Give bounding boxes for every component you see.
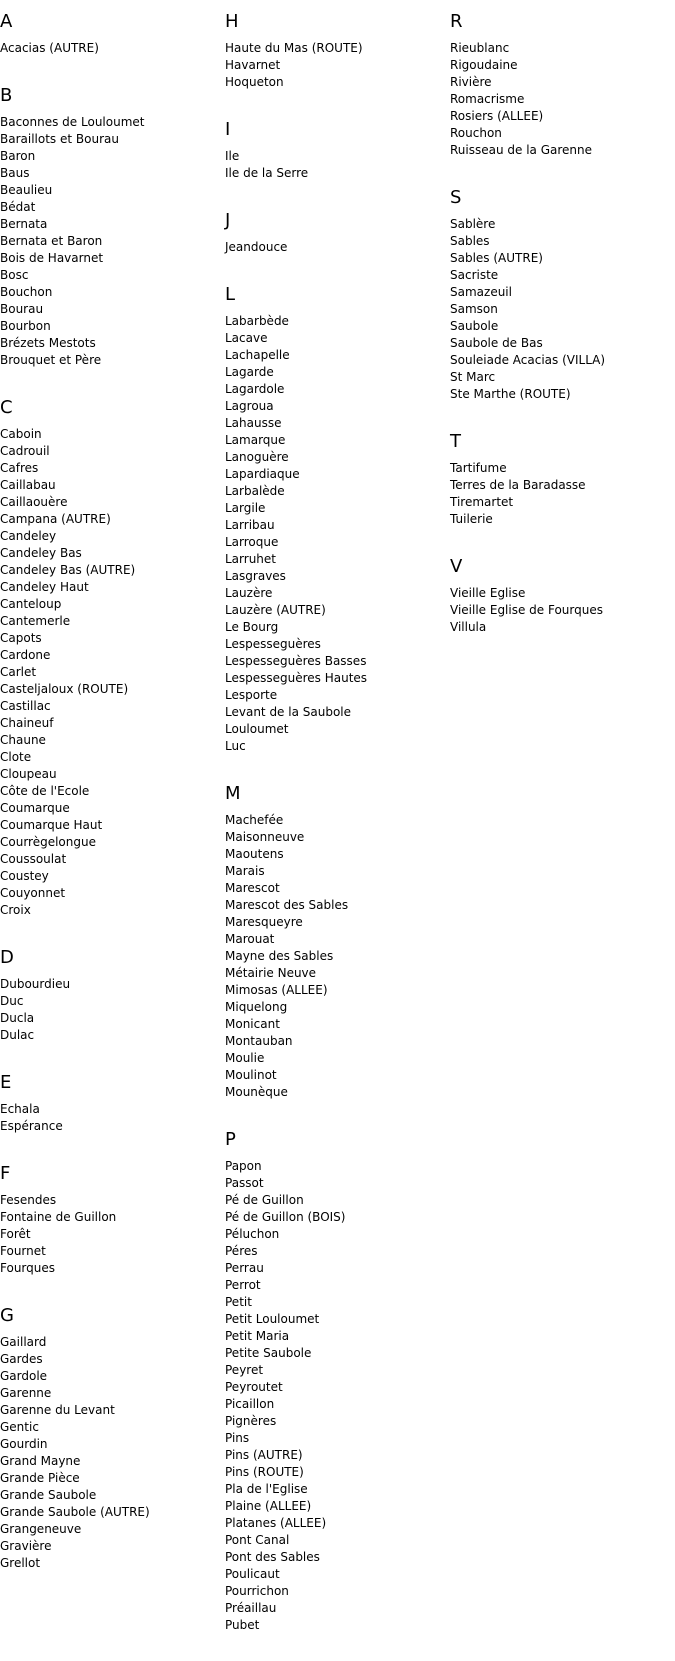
place-link[interactable]: Péluchon [225,1227,280,1241]
letter-group-l [225,283,450,755]
place-link[interactable]: Lahausse [225,416,282,430]
letter-heading: S [450,187,462,208]
letter-heading: H [225,11,239,32]
place-link[interactable]: Maoutens [225,847,284,861]
letter-group-f [0,1162,225,1277]
place-link[interactable]: Larruhet [225,552,276,566]
place-link[interactable]: Luc [225,739,246,753]
place-link[interactable]: Fontaine de Guillon [0,1210,117,1224]
place-link[interactable]: Terres de la Baradasse [450,478,586,492]
place-link[interactable]: Saubole de Bas [450,336,543,350]
index-column-2 [225,10,450,1661]
place-link[interactable]: Pins (ROUTE) [225,1465,304,1479]
place-link[interactable]: Bédat [0,200,36,214]
place-link[interactable]: Rosiers (ALLEE) [450,109,544,123]
place-link[interactable]: Largile [225,501,266,515]
place-link[interactable]: Mimosas (ALLEE) [225,983,328,997]
place-link[interactable]: Picaillon [225,1397,275,1411]
place-link[interactable]: Larroque [225,535,279,549]
letter-heading: E [0,1072,12,1093]
place-link[interactable]: Poulicaut [225,1567,280,1581]
place-link[interactable]: Hoqueton [225,75,284,89]
letter-group-j [225,209,450,256]
place-link[interactable]: Brézets Mestots [0,336,96,350]
place-link[interactable]: Gravière [0,1539,52,1553]
place-link[interactable]: Lanoguère [225,450,289,464]
place-list [0,976,225,1044]
place-link[interactable]: Peyret [225,1363,264,1377]
place-list [450,460,675,528]
place-link[interactable]: Pignères [225,1414,277,1428]
place-link[interactable]: Saubole [450,319,499,333]
place-link[interactable]: Lagroua [225,399,274,413]
letter-heading: V [450,556,463,577]
place-link[interactable]: Côte de l'Ecole [0,784,90,798]
place-link[interactable]: Cafres [0,461,39,475]
place-link[interactable]: Pins (AUTRE) [225,1448,303,1462]
place-link[interactable]: Beaulieu [0,183,53,197]
place-link[interactable]: Garenne [0,1386,52,1400]
place-link[interactable]: Dubourdieu [0,977,71,991]
place-link[interactable]: Montauban [225,1034,293,1048]
place-link[interactable]: Brouquet et Père [0,353,102,367]
place-link[interactable]: Espérance [0,1119,63,1133]
place-link[interactable]: Clote [0,750,32,764]
place-link[interactable]: Samson [450,302,498,316]
place-link[interactable]: Chaineuf [0,716,54,730]
place-link[interactable]: Ruisseau de la Garenne [450,143,593,157]
place-link[interactable]: Levant de la Saubole [225,705,352,719]
place-list [225,148,450,182]
letter-heading: P [225,1129,236,1150]
place-link[interactable]: Caillabau [0,478,56,492]
place-link[interactable]: Vieille Eglise de Fourques [450,603,603,617]
place-link[interactable]: Rouchon [450,126,502,140]
place-link[interactable]: Cadrouil [0,444,50,458]
place-link[interactable]: Candeley Bas (AUTRE) [0,563,136,577]
place-link[interactable]: Romacrisme [450,92,525,106]
place-link[interactable]: Sables [450,234,490,248]
place-link[interactable]: Petite Saubole [225,1346,312,1360]
place-link[interactable]: Bourau [0,302,44,316]
place-link[interactable]: Baus [0,166,30,180]
place-link[interactable]: Baron [0,149,36,163]
place-link[interactable]: Tartifume [450,461,507,475]
place-link[interactable]: Moulie [225,1051,265,1065]
letter-heading: F [0,1163,11,1184]
place-link[interactable]: Préaillau [225,1601,277,1615]
place-link[interactable]: Lauzère [225,586,273,600]
place-link[interactable]: Platanes (ALLEE) [225,1516,327,1530]
place-link[interactable]: Pubet [225,1618,260,1632]
letter-heading: L [225,284,236,305]
place-link[interactable]: Larribau [225,518,275,532]
place-list [225,1158,450,1634]
place-link[interactable]: Lesporte [225,688,278,702]
place-link[interactable]: Caillaouère [0,495,68,509]
place-link[interactable]: Pont des Sables [225,1550,320,1564]
place-link[interactable]: Ste Marthe (ROUTE) [450,387,571,401]
place-link[interactable]: Larbalède [225,484,285,498]
place-link[interactable]: Bouchon [0,285,53,299]
place-link[interactable]: Lauzère (AUTRE) [225,603,326,617]
place-link[interactable]: Samazeuil [450,285,512,299]
place-link[interactable]: Grande Saubole [0,1488,97,1502]
place-link[interactable]: Coustey [0,869,49,883]
place-link[interactable]: Carlet [0,665,37,679]
place-link[interactable]: Capots [0,631,42,645]
place-link[interactable]: Sacriste [450,268,499,282]
place-link[interactable]: Rigoudaine [450,58,518,72]
place-link[interactable]: St Marc [450,370,496,384]
place-list [225,239,450,256]
place-link[interactable]: Baraillots et Bourau [0,132,119,146]
place-link[interactable]: Gourdin [0,1437,48,1451]
place-link[interactable]: Gentic [0,1420,39,1434]
place-link[interactable]: Vieille Eglise [450,586,526,600]
place-link[interactable]: Fourques [0,1261,56,1275]
place-link[interactable]: Haute du Mas (ROUTE) [225,41,363,55]
letter-group-r [450,10,675,159]
place-link[interactable]: Garenne du Levant [0,1403,115,1417]
place-link[interactable]: Louloumet [225,722,289,736]
place-link[interactable]: Chaune [0,733,46,747]
place-link[interactable]: Souleiade Acacias (VILLA) [450,353,606,367]
place-link[interactable]: Mayne des Sables [225,949,334,963]
letter-group-p [225,1128,450,1634]
place-link[interactable]: Couyonnet [0,886,66,900]
place-link[interactable]: Gardes [0,1352,43,1366]
place-link[interactable]: Rivière [450,75,492,89]
place-link[interactable]: Monicant [225,1017,280,1031]
place-link[interactable]: Tiremartet [450,495,514,509]
place-link[interactable]: Grande Pièce [0,1471,80,1485]
place-link[interactable]: Tuilerie [450,512,493,526]
place-link[interactable]: Candeley [0,529,57,543]
place-link[interactable]: Havarnet [225,58,281,72]
letter-heading: T [450,431,461,452]
place-link[interactable]: Marescot des Sables [225,898,349,912]
place-link[interactable]: Passot [225,1176,264,1190]
place-link[interactable]: Grangeneuve [0,1522,82,1536]
place-link[interactable]: Lespesseguères [225,637,321,651]
place-link[interactable]: Gardole [0,1369,48,1383]
place-link[interactable]: Forêt [0,1227,31,1241]
place-link[interactable]: Lagarde [225,365,274,379]
letter-heading: I [225,119,231,140]
place-list [225,40,450,91]
place-link[interactable]: Lasgraves [225,569,286,583]
letter-heading: C [0,397,13,418]
place-link[interactable]: Duc [0,994,24,1008]
place-link[interactable]: Bourbon [0,319,51,333]
place-link[interactable]: Courrègelongue [0,835,96,849]
place-link[interactable]: Ile [225,149,240,163]
place-link[interactable]: Fournet [0,1244,46,1258]
place-link[interactable]: Cantemerle [0,614,71,628]
place-link[interactable]: Sablère [450,217,496,231]
place-link[interactable]: Jeandouce [225,240,288,254]
place-link[interactable]: Villula [450,620,487,634]
place-link[interactable]: Grellot [0,1556,41,1570]
place-link[interactable]: Labarbède [225,314,289,328]
place-link[interactable]: Casteljaloux (ROUTE) [0,682,129,696]
place-link[interactable]: Péres [225,1244,258,1258]
place-link[interactable]: Ducla [0,1011,35,1025]
place-link[interactable]: Grand Mayne [0,1454,81,1468]
letter-heading: A [0,11,13,32]
place-link[interactable]: Dulac [0,1028,35,1042]
place-link[interactable]: Marescot [225,881,280,895]
place-link[interactable]: Bosc [0,268,29,282]
place-link[interactable]: Petit Maria [225,1329,290,1343]
letter-group-g [0,1304,225,1572]
place-link[interactable]: Cloupeau [0,767,57,781]
place-link[interactable]: Bois de Havarnet [0,251,104,265]
letter-heading: B [0,85,13,106]
place-list [0,1101,225,1135]
place-link[interactable]: Lachapelle [225,348,290,362]
letter-group-e [0,1071,225,1135]
place-list [450,40,675,159]
place-link[interactable]: Campana (AUTRE) [0,512,111,526]
place-link[interactable]: Lespesseguères Basses [225,654,367,668]
place-link[interactable]: Marouat [225,932,275,946]
letter-group-d [0,946,225,1044]
index-column-1 [0,10,225,1599]
place-list [225,313,450,755]
place-link[interactable]: Sables (AUTRE) [450,251,543,265]
place-link[interactable]: Perrau [225,1261,264,1275]
place-list [0,1334,225,1572]
place-link[interactable]: Grande Saubole (AUTRE) [0,1505,150,1519]
place-link[interactable]: Lagardole [225,382,285,396]
place-link[interactable]: Lespesseguères Hautes [225,671,368,685]
place-link[interactable]: Petit [225,1295,252,1309]
place-link[interactable]: Machefée [225,813,284,827]
letter-group-b [0,84,225,369]
place-link[interactable]: Peyroutet [225,1380,283,1394]
place-link[interactable]: Bernata [0,217,48,231]
place-link[interactable]: Pont Canal [225,1533,290,1547]
place-list [0,426,225,919]
place-link[interactable]: Pins [225,1431,250,1445]
place-link[interactable]: Bernata et Baron [0,234,103,248]
letter-group-i [225,118,450,182]
place-link[interactable]: Perrot [225,1278,261,1292]
place-link[interactable]: Ile de la Serre [225,166,309,180]
place-link[interactable]: Lapardiaque [225,467,300,481]
place-link[interactable]: Candeley Bas [0,546,82,560]
place-link[interactable]: Gaillard [0,1335,47,1349]
place-link[interactable]: Baconnes de Louloumet [0,115,145,129]
place-link[interactable]: Castillac [0,699,51,713]
place-link[interactable]: Coumarque Haut [0,818,103,832]
letter-heading: R [450,11,463,32]
place-link[interactable]: Coumarque [0,801,70,815]
place-link[interactable]: Candeley Haut [0,580,89,594]
place-link[interactable]: Miquelong [225,1000,288,1014]
place-list [450,585,675,636]
place-link[interactable]: Moulinot [225,1068,277,1082]
place-list [0,40,225,57]
letter-heading: M [225,783,241,804]
place-link[interactable]: Lamarque [225,433,286,447]
letter-heading: J [225,210,231,231]
place-link[interactable]: Canteloup [0,597,62,611]
place-link[interactable]: Cardone [0,648,51,662]
place-link[interactable]: Fesendes [0,1193,57,1207]
place-link[interactable]: Rieublanc [450,41,510,55]
letter-group-t [450,430,675,528]
place-link[interactable]: Le Bourg [225,620,279,634]
index-column-3 [450,10,675,663]
place-link[interactable]: Caboin [0,427,42,441]
letter-group-m [225,782,450,1101]
letter-heading: G [0,1305,14,1326]
place-link[interactable]: Marais [225,864,265,878]
place-link[interactable]: Echala [0,1102,40,1116]
place-link[interactable]: Pé de Guillon (BOIS) [225,1210,346,1224]
place-link[interactable]: Mounèque [225,1085,288,1099]
letter-group-h [225,10,450,91]
place-link[interactable]: Pourrichon [225,1584,289,1598]
place-link[interactable]: Métairie Neuve [225,966,317,980]
letter-group-a [0,10,225,57]
place-link[interactable]: Maresqueyre [225,915,303,929]
place-link[interactable]: Coussoulat [0,852,67,866]
letter-heading: D [0,947,14,968]
place-list [0,1192,225,1277]
place-link[interactable]: Croix [0,903,31,917]
place-link[interactable]: Plaine (ALLEE) [225,1499,312,1513]
place-link[interactable]: Acacias (AUTRE) [0,41,99,55]
place-list [0,114,225,369]
place-list [450,216,675,403]
place-list [225,812,450,1101]
place-link[interactable]: Petit Louloumet [225,1312,320,1326]
letter-group-v [450,555,675,636]
place-link[interactable]: Papon [225,1159,262,1173]
place-link[interactable]: Lacave [225,331,268,345]
place-link[interactable]: Pla de l'Eglise [225,1482,308,1496]
letter-group-c [0,396,225,919]
letter-group-s [450,186,675,403]
place-link[interactable]: Pé de Guillon [225,1193,304,1207]
place-link[interactable]: Maisonneuve [225,830,305,844]
